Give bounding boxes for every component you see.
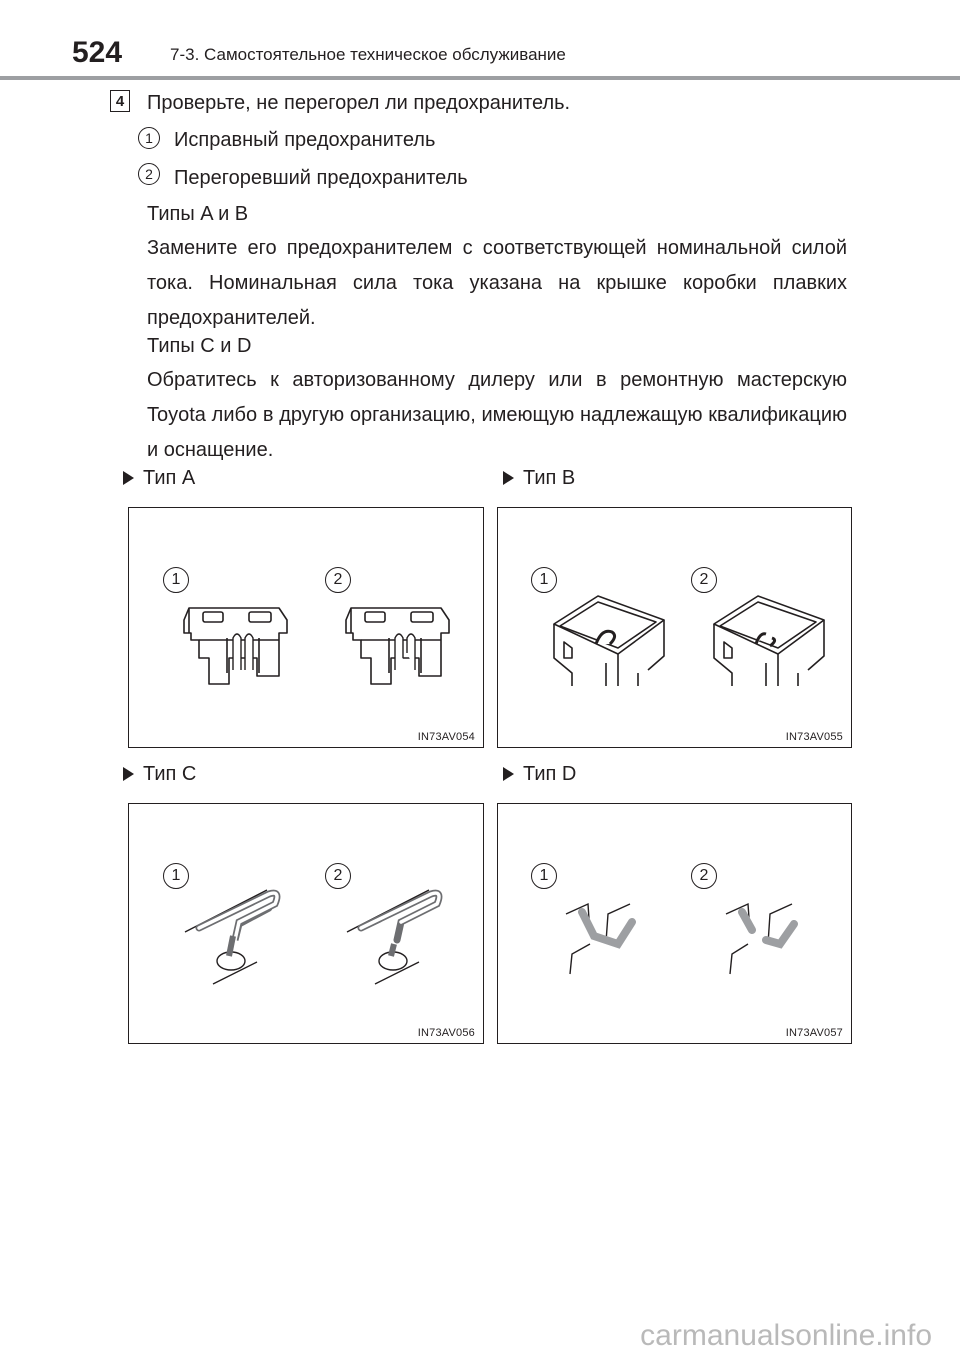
- figure-a-code: IN73AV054: [417, 731, 475, 743]
- figure-b-number-1: 1: [531, 567, 557, 593]
- type-c-label: Тип C: [123, 764, 196, 784]
- item-text-blown-fuse: Перегоревший предохранитель: [174, 167, 468, 189]
- figure-c-code: IN73AV056: [417, 1027, 475, 1039]
- figure-c-number-2: 2: [325, 863, 351, 889]
- step-title: Проверьте, не перегорел ли предохранитель.: [147, 92, 571, 114]
- ab-paragraph: Замените его предохранителем с соответствующей номинальной силой тока. Номинальная сила тока указана на крышке коробки плавких предохранителей.: [147, 237, 847, 329]
- figure-d-number-1: 1: [531, 863, 557, 889]
- cd-paragraph: Обратитесь к авторизованному дилеру или в ремонтную мастерскую Toyota либо в другую организацию, имеющую надлежащую квалификацию и оснащение.: [147, 369, 847, 461]
- figure-d-code: IN73AV057: [785, 1027, 843, 1039]
- page-header: [0, 0, 960, 82]
- figure-type-d: [497, 803, 852, 1044]
- item-number-1: 1: [138, 127, 160, 149]
- type-a-label: Тип A: [123, 468, 195, 488]
- step-number-badge: 4: [110, 90, 130, 112]
- watermark: carmanualsonline.info: [640, 1319, 932, 1352]
- figure-a-number-2: 2: [325, 567, 351, 593]
- type-d-label: Тип D: [503, 764, 576, 784]
- figure-a-number-1: 1: [163, 567, 189, 593]
- header-rule: [0, 76, 960, 80]
- triangle-bullet-icon: [503, 471, 514, 485]
- figure-type-b: [497, 507, 852, 748]
- triangle-bullet-icon: [123, 767, 134, 781]
- type-c-fuse-illustration: [129, 804, 485, 1045]
- page-number: 524: [72, 36, 123, 69]
- type-a-fuse-illustration: [129, 508, 485, 749]
- figure-d-number-2: 2: [691, 863, 717, 889]
- figure-type-c: [128, 803, 484, 1044]
- figure-b-code: IN73AV055: [785, 731, 843, 743]
- figure-c-number-1: 1: [163, 863, 189, 889]
- cd-heading: Типы C и D: [147, 335, 252, 357]
- ab-heading: Типы A и B: [147, 203, 249, 225]
- figure-type-a: [128, 507, 484, 748]
- section-title: 7-3. Самостоятельное техническое обслуживание: [170, 45, 566, 64]
- item-text-good-fuse: Исправный предохранитель: [174, 129, 436, 151]
- triangle-bullet-icon: [503, 767, 514, 781]
- type-d-fuse-illustration: [498, 804, 853, 1045]
- type-b-fuse-illustration: [498, 508, 853, 749]
- figure-b-number-2: 2: [691, 567, 717, 593]
- triangle-bullet-icon: [123, 471, 134, 485]
- type-b-label: Тип B: [503, 468, 575, 488]
- item-number-2: 2: [138, 163, 160, 185]
